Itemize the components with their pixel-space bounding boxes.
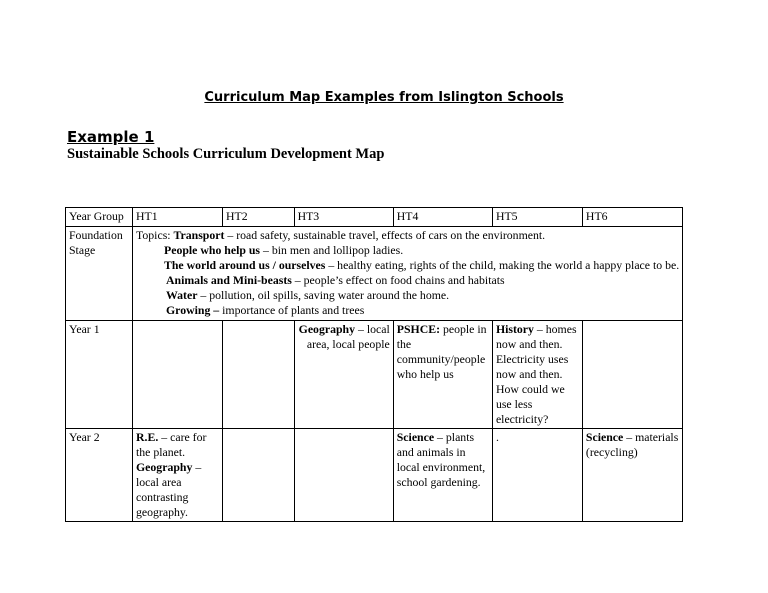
topics-line (136, 303, 679, 318)
subject-name: Science (396, 430, 435, 444)
year1-ht6 (582, 321, 682, 429)
topic-name: Growing – (166, 303, 220, 317)
header-ht5: HT5 (492, 208, 582, 227)
year1-ht1 (133, 321, 223, 429)
topics-line (136, 243, 679, 258)
subject-detail: – materials (recycling) (585, 430, 679, 459)
topic-name: Transport (173, 228, 225, 242)
table-row-year1 (66, 321, 683, 429)
year1-ht4 (393, 321, 492, 429)
topic-name: Animals and Mini-beasts (166, 273, 292, 287)
table-row-foundation (66, 227, 683, 321)
topic-detail: – healthy eating, rights of the child, making the world a happy place to be. (325, 258, 680, 272)
subject-name: Geography (136, 460, 193, 474)
topic-name: Water (166, 288, 198, 302)
curriculum-table (65, 207, 683, 522)
table-row-year2 (66, 429, 683, 522)
row-label-foundation: Foundation Stage (66, 227, 133, 321)
subject-detail: – care for the planet. (136, 430, 207, 459)
year2-ht2 (222, 429, 294, 522)
year2-ht1 (133, 429, 223, 522)
example-heading: Example 1 (67, 128, 155, 146)
topics-prefix: Topics: (136, 228, 174, 242)
topic-name: The world around us / ourselves (164, 258, 326, 272)
subject-detail: – local area contrasting geography. (136, 460, 202, 519)
header-row (66, 208, 683, 227)
topics-line (136, 288, 679, 303)
foundation-topics (133, 227, 683, 321)
row-label-year2: Year 2 (66, 429, 133, 522)
subject-detail: people in the community/people who help us (396, 322, 487, 381)
year1-ht2 (222, 321, 294, 429)
subject-name: Science (585, 430, 624, 444)
year2-ht5 (492, 429, 582, 522)
topic-detail: – pollution, oil spills, saving water around the home. (197, 288, 450, 302)
header-ht1: HT1 (133, 208, 223, 227)
subject-detail: . (495, 430, 499, 444)
year1-ht3 (294, 321, 393, 429)
year2-ht4 (393, 429, 492, 522)
topic-detail: – road safety, sustainable travel, effects of cars on the environment. (224, 228, 546, 242)
topics-line (136, 273, 679, 288)
year1-ht5 (492, 321, 582, 429)
header-year-group: Year Group (66, 208, 133, 227)
subject-name: History (495, 322, 534, 336)
document-subtitle: Sustainable Schools Curriculum Development Map (67, 146, 385, 162)
header-ht3: HT3 (294, 208, 393, 227)
year2-ht6 (582, 429, 682, 522)
topics-line (136, 258, 679, 273)
subject-name: Geography (298, 322, 356, 336)
subject-detail: – homes now and then. Electricity uses now and then. How could we use less electricity? (495, 322, 577, 426)
subject-name: PSHCE: (396, 322, 441, 336)
topic-detail: importance of plants and trees (219, 303, 365, 317)
header-ht2: HT2 (222, 208, 294, 227)
document-title: Curriculum Map Examples from Islington Schools (204, 90, 564, 105)
subject-detail: – plants and animals in local environment, school gardening. (396, 430, 486, 489)
year2-ht3 (294, 429, 393, 522)
header-ht4: HT4 (393, 208, 492, 227)
topic-detail: – bin men and lollipop ladies. (260, 243, 404, 257)
subject-name: R.E. (136, 430, 159, 444)
topic-name: People who help us (164, 243, 261, 257)
subject-detail: – local area, local people (306, 322, 390, 351)
row-label-year1: Year 1 (66, 321, 133, 429)
topics-line (136, 228, 679, 243)
topic-detail: – people’s effect on food chains and habitats (291, 273, 505, 287)
header-ht6: HT6 (582, 208, 682, 227)
